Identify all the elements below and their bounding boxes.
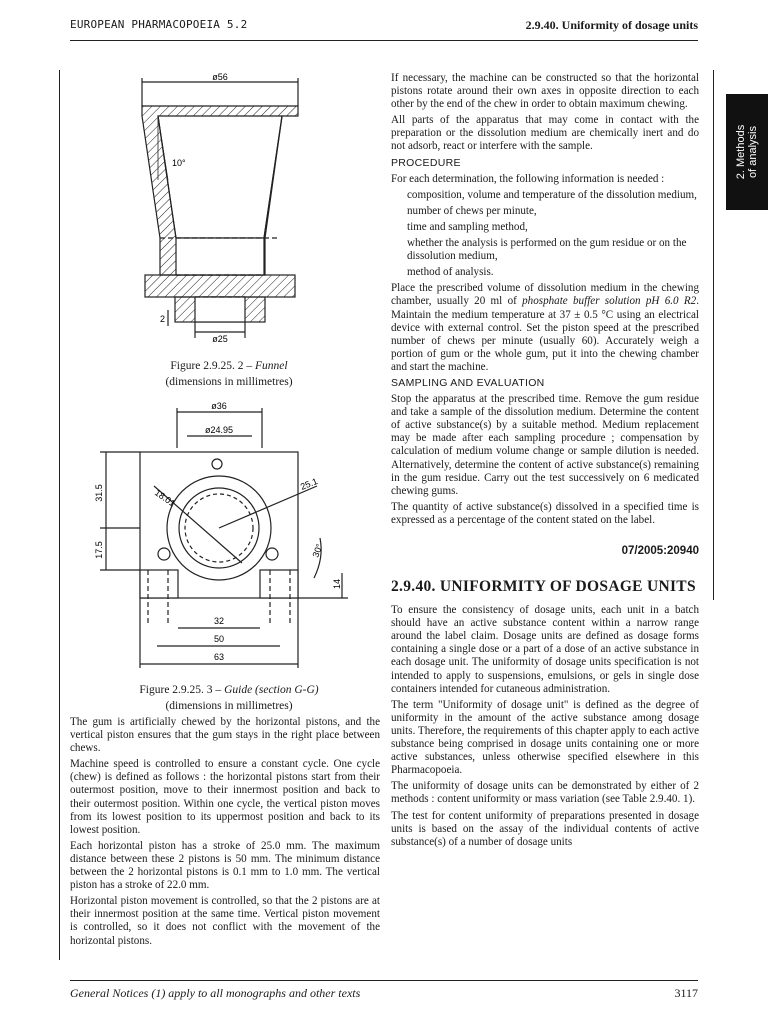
right-para-1: If necessary, the machine can be constructed so that the horizontal pistons rotate around their own axes in opposite direction to each other by the end of the chew in order to obtain maximum chewing. [391,72,699,111]
guide-dim-r2: 25.1 [299,476,320,492]
header-title: EUROPEAN PHARMACOPOEIA 5.2 [70,18,248,31]
figure2-caption-prefix: Figure 2.9.25. 3 – [139,684,225,696]
right-para-4-a: Place the prescribed volume of dissolution medium in the chewing chamber, usually 20 ml of [391,282,699,308]
left-para-2: Machine speed is controlled to ensure a constant cycle. One cycle (chew) is defined as follows : the horizontal pistons start from their outermost position, move to their innermost position and back to their outermost position. Within one cycle, the vertical piston moves from its lowest position to its uppermost position and back to its lowest position. [70,758,380,836]
funnel-dim-side: 2 [160,314,166,324]
guide-dim-b3: 63 [213,652,225,662]
right-column [391,72,699,852]
guide-dim-left-upper: 31.5 [94,484,104,502]
right-margin-rule [713,70,714,600]
list-item: number of chews per minute, [407,204,537,217]
list-item: time and sampling method, [407,220,528,233]
left-para-1: The gum is artificially chewed by the horizontal pistons, and the vertical piston ensures that the gum stays in the right place between chews. [70,716,380,755]
funnel-dim-top: ø56 [212,72,228,82]
right-para-7: To ensure the consistency of dosage units, each unit in a batch should have an active substance content within a narrow range around the label claim. Dosage units are defined as dosage forms containing a single dose or a part of a dose of an active substance in each dosage unit. The uniformity of dosage units specification is not intended to apply to suspensions, emulsions, or gels in single dose containers intended for cutaneous administration. [391,604,699,695]
guide-dim-inner: ø24.95 [204,425,234,435]
monograph-code: 07/2005:20940 [621,545,699,557]
right-para-4-reagent: phosphate buffer solution pH 6.0 R2 [522,295,697,308]
guide-dim-top: ø36 [211,401,227,411]
list-item: whether the analysis is performed on the gum residue or on the dissolution medium, [407,237,687,263]
left-para-3: Each horizontal piston has a stroke of 25.0 mm. The maximum distance between these 2 pistons is 50 mm. The minimum distance between the 2 horizontal pistons is 0.1 mm to 1.0 mm. The vertical piston has a stroke of 22.0 mm. [70,839,380,892]
header-section: 2.9.40. Uniformity of dosage units [525,18,698,32]
right-para-4-b: . Maintain the medium temperature at 37 ± 0.5 °C using an electrical device with external control. Set the piston speed at the prescribed number of chews per minute (usually 60). Accurately weigh a portion of gum or the whole gum, put it into the chewing chamber and start the machine. [391,295,699,373]
funnel-dim-bottom: ø25 [212,334,228,344]
right-para-10: The test for content uniformity of preparations presented in dosage units is based on the assay of the individual contents of active substance(s) of a number of dosage units [391,809,699,848]
left-para-4: Horizontal piston movement is controlled, so that the 2 pistons are at their innermost position at the same time. Vertical piston movement is controlled, so it does not conflict with the movement of the horizontal pistons. [70,895,380,947]
figure2-caption [70,682,388,714]
left-margin-rule [59,70,60,960]
guide-dim-b1: 32 [213,616,225,626]
page-header [70,18,698,38]
right-para-3: For each determination, the following information is needed : [391,172,665,185]
list-item: composition, volume and temperature of the dissolution medium, [407,188,697,201]
procedure-heading: PROCEDURE [391,156,461,169]
right-para-5: Stop the apparatus at the prescribed time. Remove the gum residue and take a sample of the dissolution medium. Determine the content of active substance(s) by a suitable method. Medium replacement may be made after each sampling procedure ; compensation by calculation of medium volume change or sample dilution is needed. Alternatively, determine the content of active substance(s) remaining in the gum residue. Carry out the test successively on 6 medicated chewing gums. [391,393,699,497]
figure2-caption-name: Guide (section G-G) [224,684,319,696]
left-column [70,716,380,951]
figure2-caption-units: (dimensions in millimetres) [165,700,293,712]
right-para-2: All parts of the apparatus that may come in contact with the preparation or the dissolution medium are chemically inert and do not adsorb, react or interfere with the sample. [391,114,699,153]
funnel-dim-angle: 10° [172,158,186,168]
figure1-caption-units: (dimensions in millimetres) [165,376,293,388]
guide-dim-angle: 30° [310,542,325,559]
right-para-6: The quantity of active substance(s) dissolved in a specified time is expressed as a percentage of the content stated on the label. [391,500,699,526]
guide-figure [92,398,362,673]
header-rule [70,40,698,41]
side-tab [726,94,768,210]
side-tab-label: 2. Methods of analysis [735,124,759,180]
right-para-9: The uniformity of dosage units can be demonstrated by either of 2 methods : content uniformity or mass variation (see Table 2.9.40. 1). [391,780,699,806]
footer-rule [70,980,698,981]
right-para-8: The term "Uniformity of dosage unit" is defined as the degree of uniformity in the amount of the active substance among dosage units. Therefore, the requirements of this chapter apply to each active substance being comprised in dosage units containing one or more active substances, unless otherwise specified elsewhere in this Pharmacopoeia. [391,698,699,777]
guide-dim-r1: 18.01 [152,487,178,509]
funnel-figure [120,70,320,350]
section-title: 2.9.40. UNIFORMITY OF DOSAGE UNITS [391,578,696,596]
sampling-heading: SAMPLING AND EVALUATION [391,376,545,389]
page-number: 3117 [674,986,698,1000]
footer-note: General Notices (1) apply to all monographs and other texts [70,986,361,1000]
figure1-caption-prefix: Figure 2.9.25. 2 – [170,360,256,372]
right-para-4 [391,282,699,374]
guide-dim-right: 14 [332,578,342,590]
guide-dim-left-lower: 17.5 [94,541,104,559]
list-item: method of analysis. [407,266,494,279]
figure1-caption [70,358,388,390]
guide-dim-b2: 50 [213,634,225,644]
figure1-caption-name: Funnel [255,360,288,372]
